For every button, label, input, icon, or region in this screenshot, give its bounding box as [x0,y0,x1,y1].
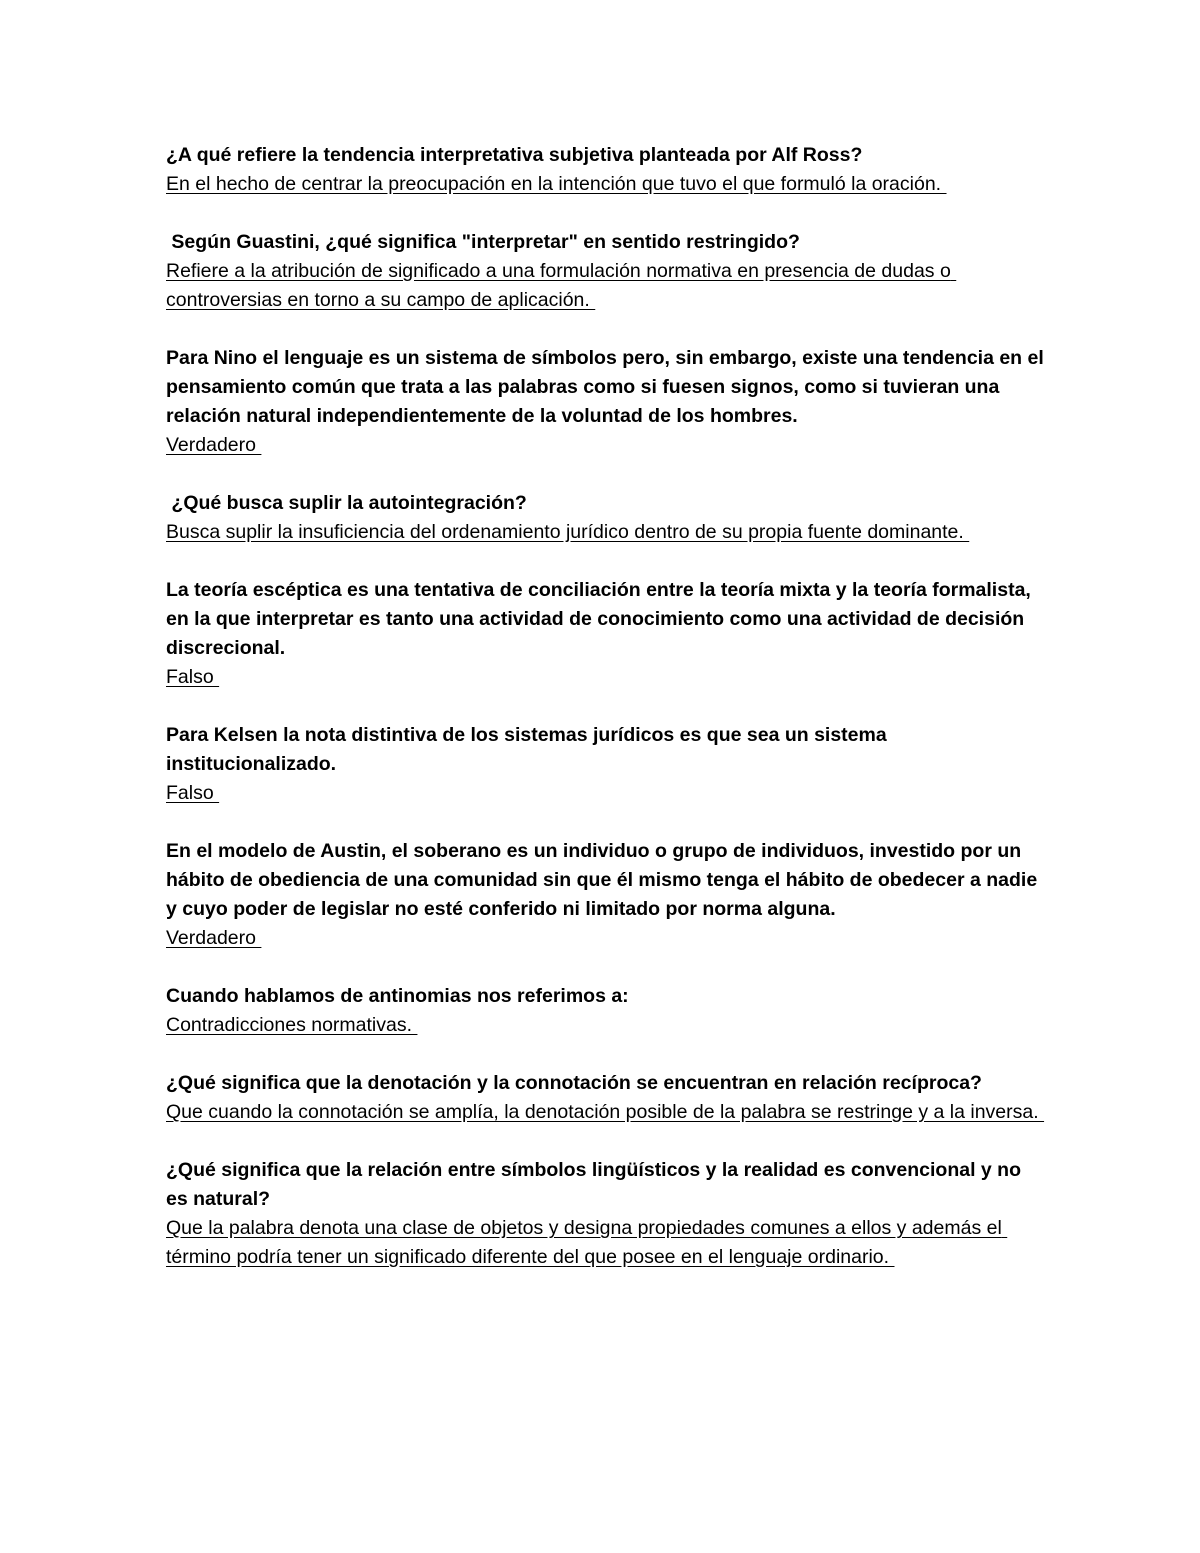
qa-item-3 [166,344,1050,460]
qa-item-7 [166,837,1046,953]
question-text: ¿Qué busca suplir la autointegración? [166,492,527,514]
answer-text: Que cuando la connotación se amplía, la denotación posible de la palabra se restringe y a la inversa. [166,1101,1045,1123]
answer-text: Que la palabra denota una clase de objetos y designa propiedades comunes a ellos y además el término podría tener un significado diferente del que posee en el lenguaje ordinario. [166,1217,1008,1268]
answer-text: Verdadero [166,927,262,949]
qa-item-10 [166,1156,1046,1272]
question-text: Para Nino el lenguaje es un sistema de símbolos pero, sin embargo, existe una tendencia en el pensamiento común que trata a las palabras como si fuesen signos, como si tuvieran una relación natural independientemente de la voluntad de los hombres. [166,347,1050,427]
answer-text: Verdadero [166,434,262,456]
answer-text: Refiere a la atribución de significado a una formulación normativa en presencia de dudas o controversias en torno a su campo de aplicación. [166,260,957,311]
answer-text: Busca suplir la insuficiencia del ordenamiento jurídico dentro de su propia fuente dominante. [166,521,970,543]
answer-text: En el hecho de centrar la preocupación en la intención que tuvo el que formuló la oración. [166,173,947,195]
question-text: Para Kelsen la nota distintiva de los sistemas jurídicos es que sea un sistema institucionalizado. [166,724,893,775]
answer-text: Falso [166,666,220,688]
qa-item-4 [166,489,1046,547]
question-text: En el modelo de Austin, el soberano es un individuo o grupo de individuos, investido por un hábito de obediencia de una comunidad sin que él mismo tenga el hábito de obedecer a nadie y cuyo poder de legislar no esté conferido ni limitado por norma alguna. [166,840,1043,920]
question-text: ¿A qué refiere la tendencia interpretativa subjetiva planteada por Alf Ross? [166,144,863,166]
qa-item-5 [166,576,1046,692]
answer-text: Falso [166,782,220,804]
qa-item-6 [166,721,1046,808]
qa-item-8 [166,982,1046,1040]
question-text: Cuando hablamos de antinomias nos referimos a: [166,985,629,1007]
qa-item-2 [166,228,1046,315]
qa-item-1 [166,141,1046,199]
answer-text: Contradicciones normativas. [166,1014,418,1036]
document-page [166,141,1050,1301]
question-text: ¿Qué significa que la relación entre símbolos lingüísticos y la realidad es convencional y no es natural? [166,1159,1027,1210]
qa-item-9 [166,1069,1046,1127]
question-text: La teoría escéptica es una tentativa de conciliación entre la teoría mixta y la teoría formalista, en la que interpretar es tanto una actividad de conocimiento como una actividad de decisión discrecional. [166,579,1037,659]
question-text: ¿Qué significa que la denotación y la connotación se encuentran en relación recíproca? [166,1072,982,1094]
question-text: Según Guastini, ¿qué significa "interpretar" en sentido restringido? [166,231,800,253]
